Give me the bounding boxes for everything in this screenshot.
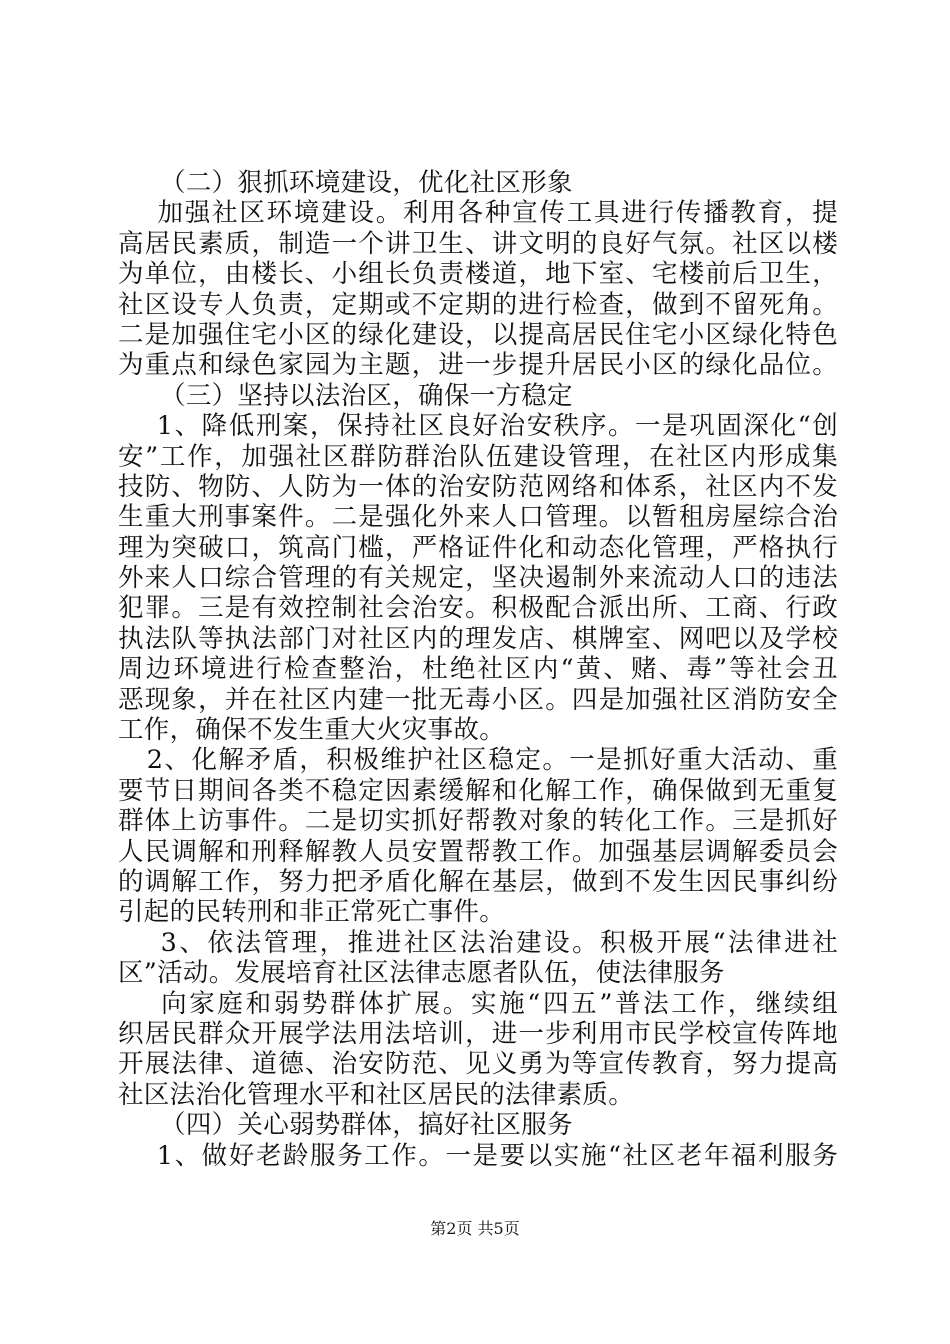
text-line: 3、依法管理，推进社区法治建设。积极开展“法律进社 [118, 927, 838, 958]
text-line: 1、做好老龄服务工作。一是要以实施“社区老年福利服务 [118, 1140, 838, 1171]
text-line: 工作，确保不发生重大火灾事故。 [118, 715, 506, 746]
text-line: 理为突破口，筑高门槛，严格证件化和动态化管理，严格执行 [118, 532, 838, 563]
text-line: 要节日期间各类不稳定因素缓解和化解工作，确保做到无重复 [118, 775, 838, 806]
text-line: 生重大刑事案件。二是强化外来人口管理。以暂租房屋综合治 [118, 502, 838, 533]
text-line: 群体上访事件。二是切实抓好帮教对象的转化工作。三是抓好 [118, 806, 838, 837]
text-line: （三）坚持以法治区，确保一方稳定 [118, 380, 573, 411]
text-line: 织居民群众开展学法用法培训，进一步利用市民学校宣传阵地 [118, 1018, 838, 1049]
text-line: （四）关心弱势群体，搞好社区服务 [118, 1110, 573, 1141]
text-line: 人民调解和刑释解教人员安置帮教工作。加强基层调解委员会 [118, 836, 838, 867]
text-line: 恶现象，并在社区内建一批无毒小区。四是加强社区消防安全 [118, 684, 838, 715]
text-line: 执法队等执法部门对社区内的理发店、棋牌室、网吧以及学校 [118, 623, 838, 654]
text-line: 的调解工作，努力把矛盾化解在基层，做到不发生因民事纠纷 [118, 866, 838, 897]
text-line: 二是加强住宅小区的绿化建设，以提高居民住宅小区绿化特色 [118, 319, 838, 350]
text-line: 社区设专人负责，定期或不定期的进行检查，做到不留死角。 [118, 289, 838, 320]
document-body [118, 168, 838, 1171]
page-footer: 第2页 共5页 [430, 1219, 520, 1238]
text-line: 开展法律、道德、治安防范、见义勇为等宣传教育，努力提高 [118, 1049, 838, 1080]
text-line: 为单位，由楼长、小组长负责楼道，地下室、宅楼前后卫生， [118, 259, 838, 290]
text-line: 周边环境进行检查整治，杜绝社区内“黄、赌、毒”等社会丑 [118, 654, 838, 685]
text-line: 为重点和绿色家园为主题，进一步提升居民小区的绿化品位。 [118, 350, 838, 381]
text-line: 犯罪。三是有效控制社会治安。积极配合派出所、工商、行政 [118, 593, 838, 624]
text-line: 社区法治化管理水平和社区居民的法律素质。 [118, 1079, 635, 1110]
text-line: （二）狠抓环境建设，优化社区形象 [118, 168, 573, 198]
text-line: 高居民素质，制造一个讲卫生、讲文明的良好气氛。社区以楼 [118, 228, 838, 259]
text-line: 安”工作，加强社区群防群治队伍建设管理，在社区内形成集 [118, 441, 838, 472]
text-line: 区”活动。发展培育社区法律志愿者队伍，使法律服务 [118, 958, 725, 989]
text-line: 外来人口综合管理的有关规定，坚决遏制外来流动人口的违法 [118, 563, 838, 594]
text-line: 1、降低刑案，保持社区良好治安秩序。一是巩固深化“创 [118, 411, 838, 442]
text-line: 2、化解矛盾，积极维护社区稳定。一是抓好重大活动、重 [118, 745, 838, 776]
text-line: 技防、物防、人防为一体的治安防范网络和体系，社区内不发 [118, 471, 838, 502]
text-line: 加强社区环境建设。利用各种宣传工具进行传播教育，提 [118, 198, 838, 229]
text-line: 向家庭和弱势群体扩展。实施“四五”普法工作，继续组 [118, 988, 838, 1019]
text-line: 引起的民转刑和非正常死亡事件。 [118, 897, 506, 928]
